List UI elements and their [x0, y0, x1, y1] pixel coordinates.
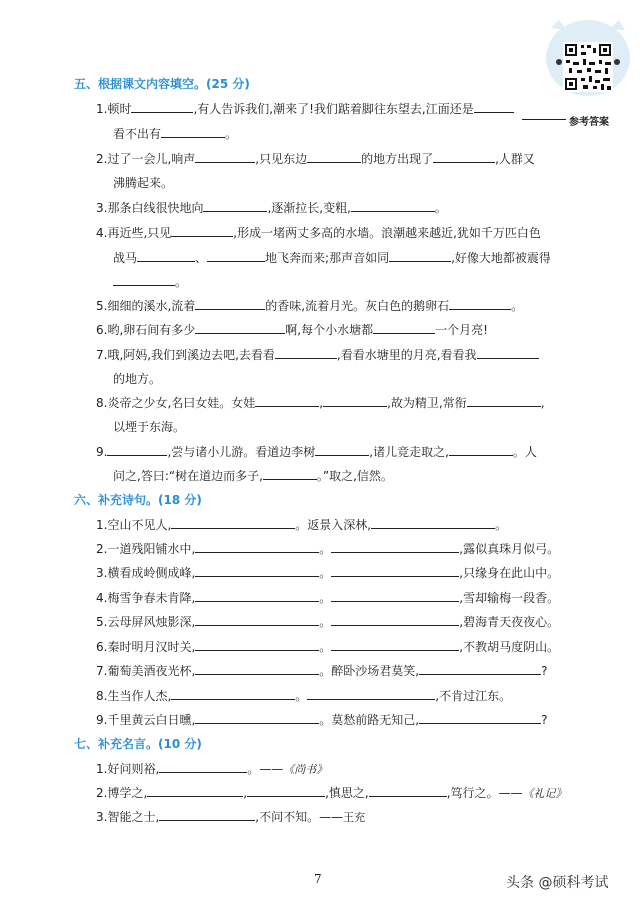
blank[interactable] — [419, 663, 541, 675]
blank[interactable] — [331, 590, 459, 602]
blank[interactable] — [323, 395, 387, 407]
watermark: 头条 @硕科考试 — [506, 875, 609, 891]
blank[interactable] — [147, 785, 243, 797]
blank[interactable] — [171, 225, 233, 237]
poem-7: 7.葡萄美酒夜光杯, 。醉卧沙场君莫笑, ? — [96, 664, 548, 678]
blank[interactable] — [195, 712, 319, 724]
poem-2: 2.一道残阳铺水中, 。 ,露似真珠月似弓。 — [96, 542, 560, 556]
blank[interactable] — [195, 565, 319, 577]
blank[interactable] — [449, 298, 511, 310]
q5-4-line-1: 4.再近些,只见 ,形成一堵两丈多高的水墙。浪潮越来越近,犹如千万匹白色 — [96, 226, 541, 240]
poem-5: 5.云母屏风烛影深, 。 ,碧海青天夜夜心。 — [96, 615, 560, 629]
blank[interactable] — [195, 322, 285, 334]
blank[interactable] — [307, 151, 361, 163]
section-5-title: 五、根据课文内容填空。(25 分) — [74, 77, 250, 91]
q5-8-line-2: 以堙于东海。 — [113, 420, 186, 434]
blank[interactable] — [369, 785, 447, 797]
q5-3: 3.那条白线很快地向 ,逐渐拉长,变粗, 。 — [96, 201, 447, 215]
q5-1-line-2: 看不出有 。 — [113, 127, 238, 141]
q5-2-line-2: 沸腾起来。 — [113, 176, 174, 190]
blank[interactable] — [159, 809, 255, 821]
quote-1: 1.好问则裕, 。——《尚书》 — [96, 762, 328, 776]
blank[interactable] — [247, 785, 325, 797]
q5-4-line-2: 战马 、 地飞奔而来;那声音如同 ,好像大地都被震得 — [113, 251, 551, 265]
blank[interactable] — [449, 444, 513, 456]
blank[interactable] — [477, 347, 539, 359]
blank[interactable] — [171, 517, 295, 529]
blank[interactable] — [331, 639, 459, 651]
q5-8-line-1: 8.炎帝之少女,名曰女娃。女娃 , ,故为精卫,常衔 , — [96, 396, 545, 410]
blank[interactable] — [419, 712, 541, 724]
blank[interactable] — [171, 688, 295, 700]
blank[interactable] — [307, 688, 435, 700]
blank[interactable] — [195, 663, 319, 675]
qr-underline — [522, 119, 566, 120]
blank[interactable] — [195, 614, 319, 626]
blank[interactable] — [255, 395, 319, 407]
poem-1: 1.空山不见人, 。返景入深林, 。 — [96, 518, 508, 532]
blank[interactable] — [113, 274, 175, 286]
blank[interactable] — [275, 347, 337, 359]
quote-2: 2.博学之, , ,慎思之, ,笃行之。——《礼记》 — [96, 786, 567, 800]
section-7-title: 七、补充名言。(10 分) — [74, 737, 202, 751]
blank[interactable] — [137, 250, 195, 262]
blank[interactable] — [131, 101, 193, 113]
blank[interactable] — [195, 590, 319, 602]
blank[interactable] — [433, 151, 495, 163]
poem-6: 6.秦时明月汉时关, 。 ,不教胡马度阴山。 — [96, 640, 560, 654]
q5-5: 5.细细的溪水,流着 的香味,流着月光。灰白色的鹅卵石 。 — [96, 299, 524, 313]
blank[interactable] — [195, 541, 319, 553]
blank[interactable] — [195, 298, 265, 310]
poem-4: 4.梅雪争春未肯降, 。 ,雪却输梅一段香。 — [96, 591, 560, 605]
q5-6: 6.哟,卵石间有多少 啊,每个小水塘都 一个月亮! — [96, 323, 488, 337]
q5-9-line-2: 问之,答曰:“树在道边而多子, 。”取之,信然。 — [113, 469, 393, 483]
q5-7-line-1: 7.哦,阿妈,我们到溪边去吧,去看看 ,看看水塘里的月亮,看看我 — [96, 346, 539, 363]
blank[interactable] — [371, 517, 495, 529]
poem-8: 8.生当作人杰, 。 ,不肯过江东。 — [96, 689, 512, 703]
q5-9-line-1: 9. ,尝与诸小儿游。看道边李树 ,诸儿竞走取之, 。人 — [96, 445, 537, 459]
blank[interactable] — [389, 250, 451, 262]
blank[interactable] — [195, 151, 255, 163]
blank[interactable] — [107, 444, 167, 456]
poem-3: 3.横看成岭侧成峰, 。 ,只缘身在此山中。 — [96, 566, 560, 580]
q5-7-line-2: 的地方。 — [113, 372, 162, 386]
blank[interactable] — [159, 761, 247, 773]
blank[interactable] — [161, 126, 225, 138]
blank[interactable] — [203, 200, 267, 212]
blank[interactable] — [331, 565, 459, 577]
blank[interactable] — [315, 444, 369, 456]
qr-code-icon[interactable] — [545, 18, 631, 124]
blank[interactable] — [467, 395, 541, 407]
blank[interactable] — [351, 200, 435, 212]
blank[interactable] — [373, 322, 435, 334]
blank[interactable] — [331, 541, 459, 553]
blank[interactable] — [195, 639, 319, 651]
q5-2-line-1: 2.过了一会儿,响声 ,只见东边 的地方出现了 ,人群又 — [96, 152, 535, 166]
section-6-title: 六、补充诗句。(18 分) — [74, 493, 202, 507]
qr-label: 参考答案 — [569, 117, 609, 128]
poem-9: 9.千里黄云白日曛, 。莫愁前路无知己, ? — [96, 713, 548, 727]
q5-4-line-3: 。 — [113, 273, 187, 290]
blank[interactable] — [331, 614, 459, 626]
blank[interactable] — [207, 250, 265, 262]
page-number: 7 — [314, 872, 322, 886]
q5-1-line-1: 1.顿时 ,有人告诉我们,潮来了!我们踮着脚往东望去,江面还是 — [96, 100, 514, 117]
blank[interactable] — [474, 101, 514, 113]
quote-3: 3.智能之士, ,不问不知。——王充 — [96, 810, 366, 824]
blank[interactable] — [263, 468, 317, 480]
